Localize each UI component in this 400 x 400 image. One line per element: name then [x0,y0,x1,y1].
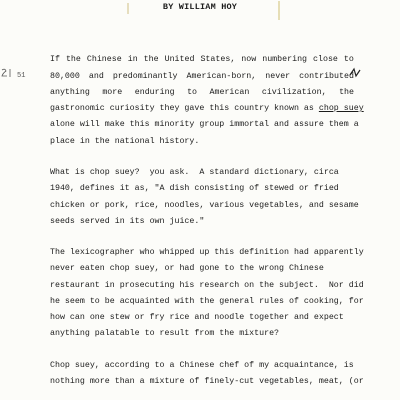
paragraph-2-line-4: seeds served in its own juice." [50,217,205,226]
word: now [241,55,257,64]
word: civilization, [261,88,327,97]
word: more [102,88,123,97]
word: contributed [299,72,354,81]
handwritten-margin-note [0,67,14,79]
word: If [50,55,60,64]
word: the [339,88,354,97]
word: in [127,55,138,64]
underlined-term: chop suey [318,104,364,113]
paragraph-1-line-3 [50,88,354,98]
word: the [65,55,81,64]
word: United [164,55,195,64]
word: never [265,72,291,81]
paragraph-4-line-1: Chop suey, according to a Chinese chef of my acquaintance, is [50,361,354,370]
word: enduring [134,88,175,97]
paragraph-3-line-4: he seem to be acquainted with the general rules of cooking, for [50,297,364,306]
ink-mark [123,2,133,22]
word: predominantly [112,72,178,81]
paragraph-4-line-2: nothing more than a mixture of finely-cut vegetables, meat, (or [50,377,364,386]
paragraph-1-line-6: place in the national history. [50,137,200,146]
paragraph-1-line-5: alone will make this minority group immortal and assure them a [50,120,359,129]
word: and [88,72,104,81]
word: close [313,55,338,64]
paragraph-3-line-2: never eaten chop suey, or had gone to the wrong Chinese [50,264,324,273]
paragraph-2-line-1: What is chop suey? you ask. A standard dictionary, circa [50,168,339,177]
paragraph-1-line-4: gastronomic curiosity they gave this country known as chop suey [50,104,364,113]
paragraph-3-line-1: The lexicographer who whipped up this definition had apparently [50,248,364,257]
word: the [143,55,159,64]
paragraph-1-line-1 [50,55,354,65]
word: 80,000 [50,72,80,81]
byline: BY WILLIAM HOY [162,2,238,12]
margin-note: 51 [17,72,26,80]
paragraph-2-line-2: 1940, defines it as, "A dish consisting of stewed or fried [50,184,339,193]
word: Chinese [86,55,122,64]
word: States, [200,55,236,64]
word: to [187,88,198,97]
paragraph-3-line-3: restaurant in prosecuting his research on the subject. Nor did [50,281,364,290]
paragraph-1-line-2 [50,72,354,82]
word: anything [50,88,90,97]
word: numbering [262,55,308,64]
word: to [343,55,354,64]
ink-mark [276,0,282,22]
word: American [209,88,250,97]
paragraph-2-line-3: chicken or pork, rice, noodles, various vegetables, and sesame [50,201,359,210]
paragraph-3-line-6: anything palatable to result from the mixture? [50,329,280,338]
paragraph-3-line-5: how can one stew or fry rice and noodle together and expect [50,313,344,322]
word: American-born, [186,72,257,81]
